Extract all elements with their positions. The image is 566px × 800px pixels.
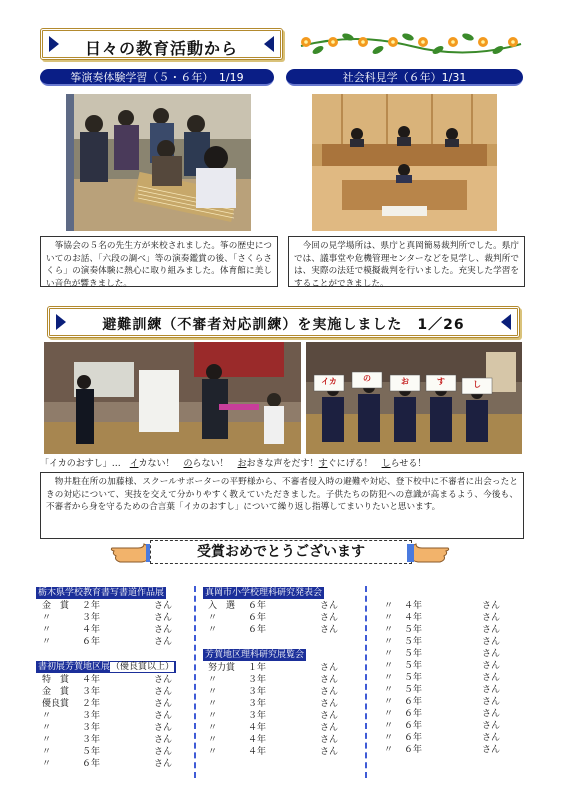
award-honorific: さん — [482, 601, 501, 611]
koto-photo — [66, 94, 251, 231]
award-grade: ５年 — [404, 625, 423, 635]
award-row — [208, 734, 358, 746]
award-grade: ６年 — [82, 759, 101, 769]
award-grade: ４年 — [404, 613, 423, 623]
column-divider — [365, 586, 367, 778]
award-grade: ５年 — [404, 673, 423, 683]
award-name: 〃 — [208, 735, 218, 745]
award-name: 〃 — [208, 675, 218, 685]
award-section-heading: 真岡市小学校理科研究発表会 — [205, 588, 323, 598]
award-honorific: さん — [154, 637, 173, 647]
award-name: 〃 — [42, 711, 52, 721]
drill-photo-demo — [44, 342, 301, 454]
award-grade: ６年 — [82, 637, 101, 647]
award-honorific: さん — [482, 733, 501, 743]
award-row — [208, 624, 358, 636]
award-honorific: さん — [320, 613, 339, 623]
social-heading: 社会科見学（６年）1/31 — [286, 69, 523, 86]
column-divider — [194, 586, 196, 778]
awards-title: 受賞おめでとうございます — [150, 540, 412, 564]
award-honorific: さん — [154, 723, 173, 733]
award-grade: ３年 — [82, 723, 101, 733]
award-row — [208, 746, 358, 758]
award-grade: ４年 — [82, 675, 101, 685]
award-honorific: さん — [482, 721, 501, 731]
drill-photo-signs — [306, 342, 522, 454]
award-name: 〃 — [384, 673, 394, 683]
award-name: 〃 — [42, 613, 52, 623]
award-row — [384, 696, 534, 708]
page-title: 日々の教育活動から — [84, 39, 238, 58]
award-honorific: さん — [482, 697, 501, 707]
award-row — [208, 686, 358, 698]
award-honorific: さん — [320, 711, 339, 721]
award-honorific: さん — [320, 699, 339, 709]
award-grade: ４年 — [404, 601, 423, 611]
award-grade: ４年 — [248, 735, 267, 745]
award-row — [42, 600, 192, 612]
award-grade: ６年 — [404, 733, 423, 743]
award-name: 〃 — [384, 685, 394, 695]
award-grade: ６年 — [248, 613, 267, 623]
award-name: 〃 — [208, 699, 218, 709]
award-grade: ３年 — [248, 711, 267, 721]
award-honorific: さん — [320, 625, 339, 635]
award-grade: ５年 — [404, 649, 423, 659]
award-grade: ６年 — [404, 745, 423, 755]
award-row — [42, 734, 192, 746]
award-section-heading: 栃木県学校教育書写書道作品展 — [38, 588, 165, 598]
award-honorific: さん — [320, 687, 339, 697]
award-row — [208, 600, 358, 612]
award-grade: ３年 — [248, 687, 267, 697]
award-section-heading: 芳賀地区理科研究展覧会 — [205, 650, 305, 660]
award-name: 〃 — [384, 637, 394, 647]
award-row — [42, 758, 192, 770]
award-name: 〃 — [42, 759, 52, 769]
award-name: 〃 — [208, 711, 218, 721]
award-row — [384, 636, 534, 648]
award-row — [42, 746, 192, 758]
award-name: 〃 — [208, 613, 218, 623]
award-grade: ３年 — [248, 675, 267, 685]
award-name: 金 賞 — [42, 687, 70, 697]
award-row — [42, 686, 192, 698]
award-row — [208, 674, 358, 686]
award-row — [384, 672, 534, 684]
award-row — [384, 744, 534, 756]
award-honorific: さん — [320, 675, 339, 685]
award-name: 〃 — [42, 735, 52, 745]
award-name: 〃 — [384, 649, 394, 659]
award-name: 〃 — [42, 625, 52, 635]
award-honorific: さん — [482, 625, 501, 635]
award-row — [42, 624, 192, 636]
award-honorific: さん — [320, 735, 339, 745]
award-grade: ６年 — [248, 625, 267, 635]
award-honorific: さん — [154, 687, 173, 697]
award-name: 〃 — [384, 601, 394, 611]
award-grade: ５年 — [404, 637, 423, 647]
koto-heading: 筝演奏体験学習（５・６年） 1/19 — [40, 69, 274, 86]
award-row — [42, 710, 192, 722]
award-grade: ３年 — [82, 711, 101, 721]
award-grade: ６年 — [404, 709, 423, 719]
banner-arrow-right-icon — [501, 314, 511, 330]
award-row — [42, 612, 192, 624]
award-name: 〃 — [384, 625, 394, 635]
award-grade: ２年 — [82, 601, 101, 611]
award-name: 努力賞 — [208, 663, 236, 673]
award-row — [208, 722, 358, 734]
award-row — [384, 660, 534, 672]
award-honorific: さん — [320, 747, 339, 757]
award-name: 〃 — [384, 613, 394, 623]
award-name: 〃 — [384, 733, 394, 743]
award-honorific: さん — [482, 673, 501, 683]
award-name: 特 賞 — [42, 675, 70, 685]
award-name: 〃 — [42, 747, 52, 757]
drill-sign-label: し — [473, 380, 481, 389]
drill-sign-label: す — [437, 377, 445, 386]
award-honorific: さん — [154, 735, 173, 745]
award-row — [42, 674, 192, 686]
award-grade: ６年 — [248, 601, 267, 611]
award-row — [208, 698, 358, 710]
award-grade: ３年 — [82, 613, 101, 623]
pointing-hand-right-icon — [406, 538, 450, 564]
flower-garland-icon — [296, 28, 526, 58]
award-name: 入 選 — [208, 601, 236, 611]
drill-description: 物井駐在所の加藤様、スクールサポーターの平野様から、不審者侵入時の避難や対応、登下校中に不審者に出会ったときの対応について、実技を交えて分かりやすく教えていただきました。子供たちの防犯への意識が高まるよう、今後も、不審者から身を守るための合言葉「イカのおすし」について繰り返し指導してまいりたいと思います。 — [40, 472, 524, 539]
award-grade: ３年 — [248, 699, 267, 709]
drill-sign-label: お — [401, 377, 409, 386]
award-name: 〃 — [208, 625, 218, 635]
award-row — [384, 684, 534, 696]
award-row — [384, 612, 534, 624]
award-honorific: さん — [154, 625, 173, 635]
award-grade: ４年 — [82, 625, 101, 635]
award-grade: ２年 — [82, 699, 101, 709]
award-honorific: さん — [154, 747, 173, 757]
award-grade: ６年 — [404, 697, 423, 707]
award-row — [208, 612, 358, 624]
award-name: 〃 — [384, 661, 394, 671]
award-name: 〃 — [384, 709, 394, 719]
award-name: 金 賞 — [42, 601, 70, 611]
award-honorific: さん — [482, 745, 501, 755]
award-name: 〃 — [384, 721, 394, 731]
award-honorific: さん — [154, 675, 173, 685]
award-grade: ６年 — [404, 721, 423, 731]
award-row — [384, 732, 534, 744]
koto-description: 筝協会の５名の先生方が来校されました。筝の歴史についてのお話、「六段の調べ」等の演奏鑑賞の後、「さくらさくら」の演奏体験に熱心に取り組みました。体育館に美しい音色が響きました。 — [40, 236, 278, 287]
award-honorific: さん — [154, 759, 173, 769]
award-honorific: さん — [482, 661, 501, 671]
pointing-hand-left-icon — [110, 538, 154, 564]
award-grade: ５年 — [404, 661, 423, 671]
award-grade: ４年 — [248, 723, 267, 733]
award-grade: ５年 — [82, 747, 101, 757]
award-honorific: さん — [482, 613, 501, 623]
award-name: 〃 — [384, 697, 394, 707]
ikanoosushi-caption: 「イカのおすし」… イカない！ のらない！ おおきな声をだす！すぐにげる！ しらせる！ — [40, 459, 427, 469]
award-honorific: さん — [154, 699, 173, 709]
award-honorific: さん — [320, 663, 339, 673]
drill-title: 避難訓練（不審者対応訓練）を実施しました 1／26 — [102, 317, 465, 333]
award-grade: ４年 — [248, 747, 267, 757]
award-grade: ３年 — [82, 735, 101, 745]
award-name: 〃 — [208, 687, 218, 697]
courtroom-photo — [312, 94, 497, 231]
award-honorific: さん — [482, 637, 501, 647]
drill-title-banner — [47, 306, 520, 338]
award-row — [208, 710, 358, 722]
award-row — [208, 662, 358, 674]
award-honorific: さん — [320, 601, 339, 611]
award-row — [384, 624, 534, 636]
award-honorific: さん — [482, 685, 501, 695]
main-title-banner — [40, 28, 283, 60]
award-name: 〃 — [208, 723, 218, 733]
award-honorific: さん — [154, 601, 173, 611]
award-name: 〃 — [208, 747, 218, 757]
award-row — [384, 600, 534, 612]
drill-sign-label: イカ — [321, 377, 337, 386]
award-honorific: さん — [320, 723, 339, 733]
award-row — [384, 648, 534, 660]
drill-sign-label: の — [363, 374, 371, 383]
award-name: 〃 — [384, 745, 394, 755]
award-row — [42, 722, 192, 734]
award-row — [384, 708, 534, 720]
awards-list — [36, 586, 531, 780]
award-grade: ５年 — [404, 685, 423, 695]
award-name: 〃 — [42, 723, 52, 733]
award-grade: ３年 — [82, 687, 101, 697]
social-description: 今回の見学場所は、県庁と真岡簡易裁判所でした。県庁では、議事堂や危機管理センターなどを見学し、裁判所では、実際の法廷で模擬裁判を行いました。充実した学習をすることができました。 — [288, 236, 525, 287]
award-grade: １年 — [248, 663, 267, 673]
award-honorific: さん — [482, 709, 501, 719]
award-name: 〃 — [42, 637, 52, 647]
award-row — [42, 698, 192, 710]
award-name: 優良賞 — [42, 699, 70, 709]
banner-arrow-right-icon — [264, 36, 274, 52]
award-row — [384, 720, 534, 732]
award-honorific: さん — [154, 613, 173, 623]
award-honorific: さん — [154, 711, 173, 721]
award-row — [42, 636, 192, 648]
award-section-heading: 書初展芳賀地区展（優良賞以上） — [38, 662, 175, 672]
award-honorific: さん — [482, 649, 501, 659]
